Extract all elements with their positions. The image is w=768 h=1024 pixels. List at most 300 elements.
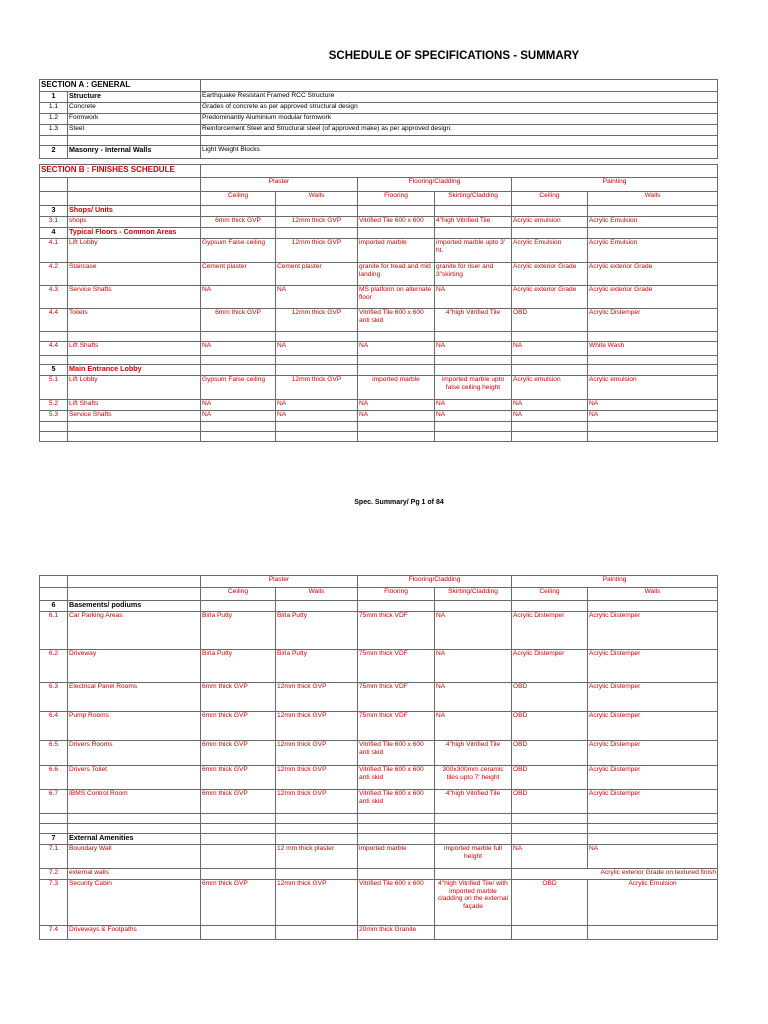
- page-footer: Spec. Summary/ Pg 1 of 84: [354, 499, 444, 506]
- empty-cell: [588, 206, 718, 217]
- table-cell: 6mm thick GVP: [201, 880, 276, 926]
- empty-cell: [358, 824, 435, 834]
- table-cell: Structure: [68, 92, 201, 103]
- blank-row: [40, 824, 718, 834]
- empty-cell: [435, 824, 512, 834]
- table-cell: 1.2: [40, 114, 68, 125]
- empty-cell: [40, 824, 68, 834]
- table-row: [40, 880, 718, 926]
- table-cell: 12mm thick GVP: [276, 683, 358, 712]
- table-cell: NA: [276, 342, 358, 356]
- table-cell: Service Shafts: [68, 286, 201, 309]
- empty-cell: [512, 365, 588, 376]
- table-cell: Boundary Wall: [68, 845, 201, 869]
- table-cell: MS platform on alternate floor: [358, 286, 435, 309]
- table-cell: Vitrified Tile 600 x 600 anti skid: [358, 309, 435, 332]
- empty-cell: [68, 136, 201, 146]
- empty-cell: [276, 356, 358, 365]
- empty-cell: [201, 834, 276, 845]
- table-cell: Acrylic Distemper: [588, 766, 718, 790]
- empty-cell: [358, 206, 435, 217]
- column-group-header: [40, 178, 718, 192]
- table-cell: 75mm thick VDF: [358, 650, 435, 683]
- table-cell: 2: [40, 146, 68, 159]
- table-cell: Ceiling: [201, 588, 276, 601]
- empty-cell: [201, 824, 276, 834]
- empty-cell: [68, 824, 201, 834]
- table-cell: NA: [435, 411, 512, 422]
- empty-cell: [512, 432, 588, 442]
- table-cell: NA: [435, 400, 512, 411]
- table-cell: 6mm thick GVP: [201, 683, 276, 712]
- table-row: [40, 766, 718, 790]
- table-cell: Staircase: [68, 263, 201, 286]
- table-cell: NA: [588, 411, 718, 422]
- table-cell: 12mm thick GVP: [276, 880, 358, 926]
- table-cell: Walls: [588, 192, 718, 206]
- table-cell: Cement plaster: [201, 263, 276, 286]
- table-cell: 6mm thick GVP: [201, 766, 276, 790]
- table-cell: Driveways & Footpaths: [68, 926, 201, 940]
- empty-cell: [512, 228, 588, 239]
- spec-row: [40, 146, 718, 159]
- section-a-header-row: [40, 80, 718, 92]
- table-cell: Acrylic emulsion: [512, 376, 588, 400]
- table-row: [40, 869, 718, 880]
- group-row: [40, 365, 718, 376]
- table-cell: Acrylic Emulsion: [588, 217, 718, 228]
- empty-cell: [68, 192, 201, 206]
- table-cell: Acrylic Distemper: [588, 650, 718, 683]
- table-row: [40, 309, 718, 332]
- table-cell: Acrylic Distemper: [588, 741, 718, 766]
- table-cell: Gypsum False ceiling: [201, 376, 276, 400]
- table-cell: Birla Putty: [276, 612, 358, 650]
- table-cell: 7: [40, 834, 68, 845]
- table-cell: OBD: [512, 880, 588, 926]
- table-cell: 4"high Vitrified Tile: [435, 741, 512, 766]
- table-cell: NA: [435, 342, 512, 356]
- table-row: [40, 650, 718, 683]
- table-cell: 12mm thick GVP: [276, 790, 358, 814]
- empty-cell: [588, 332, 718, 342]
- empty-cell: [588, 814, 718, 824]
- empty-cell: [68, 588, 201, 601]
- table-cell: Cement plaster: [276, 263, 358, 286]
- table-cell: Typical Floors - Common Areas: [68, 228, 201, 239]
- group-row: [40, 601, 718, 612]
- specifications-table-page-1: [39, 79, 718, 442]
- table-cell: 6.1: [40, 612, 68, 650]
- table-row: [40, 217, 718, 228]
- table-cell: NA: [276, 411, 358, 422]
- table-cell: Concrete: [68, 103, 201, 114]
- empty-cell: [435, 206, 512, 217]
- table-cell: Birla Putty: [201, 650, 276, 683]
- table-cell: NA: [435, 683, 512, 712]
- empty-cell: [40, 576, 68, 588]
- empty-cell: [588, 356, 718, 365]
- spec-row: [40, 125, 718, 136]
- table-cell: Predominantly Aluminium modular formwork: [201, 114, 718, 125]
- table-cell: Vitrified Tile 600 x 600 anti skid: [358, 766, 435, 790]
- empty-cell: [276, 432, 358, 442]
- table-cell: 6mm thick GVP: [201, 217, 276, 228]
- empty-cell: [201, 422, 276, 432]
- empty-cell: [512, 834, 588, 845]
- section-b-header-row: [40, 165, 718, 178]
- table-cell: White Wash: [588, 342, 718, 356]
- empty-cell: [201, 601, 276, 612]
- empty-cell: [68, 814, 201, 824]
- empty-cell: [40, 332, 68, 342]
- table-cell: 1: [40, 92, 68, 103]
- table-cell: Ceiling: [512, 588, 588, 601]
- table-cell: 1.3: [40, 125, 68, 136]
- table-cell: Birla Putty: [276, 650, 358, 683]
- empty-cell: [512, 206, 588, 217]
- empty-cell: [435, 422, 512, 432]
- empty-cell: [358, 356, 435, 365]
- table-row: [40, 411, 718, 422]
- blank-row: [40, 814, 718, 824]
- empty-cell: [276, 824, 358, 834]
- table-cell: NA: [276, 400, 358, 411]
- table-cell: 4.2: [40, 263, 68, 286]
- empty-cell: [276, 601, 358, 612]
- table-row: [40, 376, 718, 400]
- table-cell: Acrylic Distemper: [512, 650, 588, 683]
- table-cell: 5.1: [40, 376, 68, 400]
- table-cell: 5: [40, 365, 68, 376]
- empty-cell: [276, 422, 358, 432]
- specifications-table-page-2: [39, 575, 718, 940]
- empty-cell: [201, 926, 276, 940]
- table-cell: NA: [201, 342, 276, 356]
- empty-cell: [201, 332, 276, 342]
- blank-row: [40, 432, 718, 442]
- empty-cell: [40, 192, 68, 206]
- table-cell: 6mm thick GVP: [201, 790, 276, 814]
- empty-cell: [68, 356, 201, 365]
- empty-cell: [358, 422, 435, 432]
- table-cell: Birla Putty: [201, 612, 276, 650]
- table-cell: Gypsum False ceiling: [201, 239, 276, 263]
- table-cell: Basements/ podiums: [68, 601, 201, 612]
- table-cell: OBD: [512, 712, 588, 741]
- table-cell: 4.4: [40, 342, 68, 356]
- table-cell: Painting: [512, 178, 718, 192]
- empty-cell: [201, 356, 276, 365]
- table-cell: 4.1: [40, 239, 68, 263]
- empty-cell: [68, 432, 201, 442]
- table-cell: Acrylic Distemper: [512, 612, 588, 650]
- spec-row: [40, 92, 718, 103]
- empty-cell: [276, 814, 358, 824]
- section-a-title: SECTION A : GENERAL: [40, 80, 201, 92]
- empty-cell: [512, 926, 588, 940]
- table-cell: Acrylic exterior Grade: [588, 263, 718, 286]
- table-cell: Light Weight Blocks: [201, 146, 718, 159]
- table-cell: Main Entrance Lobby: [68, 365, 201, 376]
- table-cell: Security Cabin: [68, 880, 201, 926]
- empty-cell: [435, 365, 512, 376]
- empty-cell: [435, 432, 512, 442]
- empty-cell: [201, 228, 276, 239]
- table-cell: Masonry - Internal Walls: [68, 146, 201, 159]
- empty-cell: [358, 814, 435, 824]
- table-cell: Car Parking Areas: [68, 612, 201, 650]
- empty-cell: [68, 178, 201, 192]
- table-cell: NA: [358, 400, 435, 411]
- table-cell: shops: [68, 217, 201, 228]
- table-cell: imported marble upto 3' ht.: [435, 239, 512, 263]
- table-cell: Acrylic Distemper: [588, 790, 718, 814]
- empty-cell: [40, 814, 68, 824]
- table-cell: 7.2: [40, 869, 68, 880]
- table-cell: 4.3: [40, 286, 68, 309]
- table-cell: NA: [512, 342, 588, 356]
- table-cell: Ceiling: [201, 192, 276, 206]
- empty-cell: [435, 356, 512, 365]
- table-cell: Acrylic Distemper: [588, 612, 718, 650]
- table-cell: 4.4: [40, 309, 68, 332]
- table-row: [40, 683, 718, 712]
- table-cell: 12mm thick GVP: [276, 712, 358, 741]
- table-cell: Vitrified Tile 600 x 600 anti skid: [358, 741, 435, 766]
- table-cell: Skirting/Cladding: [435, 588, 512, 601]
- table-cell: Acrylic Distemper: [588, 712, 718, 741]
- table-cell: Acrylic exterior Grade on textured finish: [512, 869, 718, 880]
- table-cell: 4"high Vitrified Tile: [435, 309, 512, 332]
- table-cell: Walls: [276, 588, 358, 601]
- document-title: SCHEDULE OF SPECIFICATIONS - SUMMARY: [328, 50, 580, 62]
- empty-cell: [201, 165, 718, 178]
- table-cell: Acrylic exterior Grade: [588, 286, 718, 309]
- table-cell: 75mm thick VDF: [358, 612, 435, 650]
- table-cell: Reinforcement Steel and Structural steel (of approved make) as per approved design.: [201, 125, 718, 136]
- empty-cell: [68, 576, 201, 588]
- group-row: [40, 834, 718, 845]
- table-row: [40, 342, 718, 356]
- table-row: [40, 790, 718, 814]
- empty-cell: [276, 834, 358, 845]
- empty-cell: [358, 834, 435, 845]
- table-cell: granite for riser and 3"skirting: [435, 263, 512, 286]
- table-cell: Flooring/Cladding: [358, 576, 512, 588]
- table-cell: 3: [40, 206, 68, 217]
- empty-cell: [435, 926, 512, 940]
- table-cell: 6mm thick GVP: [201, 309, 276, 332]
- empty-cell: [40, 136, 68, 146]
- empty-cell: [512, 814, 588, 824]
- table-cell: 7.4: [40, 926, 68, 940]
- table-row: [40, 712, 718, 741]
- blank-row: [40, 356, 718, 365]
- empty-cell: [40, 588, 68, 601]
- table-cell: imported marble upto false ceiling height: [435, 376, 512, 400]
- empty-cell: [358, 601, 435, 612]
- group-row: [40, 206, 718, 217]
- table-cell: IBMS Control Room: [68, 790, 201, 814]
- empty-cell: [588, 824, 718, 834]
- table-cell: Ceiling: [512, 192, 588, 206]
- table-cell: NA: [512, 411, 588, 422]
- empty-cell: [40, 356, 68, 365]
- empty-cell: [276, 869, 358, 880]
- table-cell: 12mm thick GVP: [276, 309, 358, 332]
- table-cell: Earthquake Resistant Framed RCC Structure: [201, 92, 718, 103]
- table-cell: imported marble full height: [435, 845, 512, 869]
- table-cell: NA: [435, 612, 512, 650]
- table-cell: granite for tread and mid landing: [358, 263, 435, 286]
- table-cell: 3.1: [40, 217, 68, 228]
- table-cell: NA: [435, 712, 512, 741]
- empty-cell: [358, 228, 435, 239]
- table-cell: 5.3: [40, 411, 68, 422]
- table-row: [40, 845, 718, 869]
- table-cell: Lift Shafts: [68, 400, 201, 411]
- empty-cell: [201, 814, 276, 824]
- empty-cell: [201, 136, 718, 146]
- empty-cell: [588, 228, 718, 239]
- table-cell: OBD: [512, 766, 588, 790]
- table-cell: Vitrified Tile 600 x 600 anti skid: [358, 790, 435, 814]
- table-cell: Acrylic emulsion: [588, 376, 718, 400]
- table-cell: 5.2: [40, 400, 68, 411]
- empty-cell: [588, 601, 718, 612]
- table-cell: 6.2: [40, 650, 68, 683]
- empty-cell: [40, 422, 68, 432]
- table-cell: OBD: [512, 683, 588, 712]
- empty-cell: [68, 332, 201, 342]
- table-cell: Acrylic Distemper: [588, 683, 718, 712]
- table-cell: 6mm thick GVP: [201, 741, 276, 766]
- table-cell: Plaster: [201, 576, 358, 588]
- table-cell: Toilets: [68, 309, 201, 332]
- blank-row: [40, 332, 718, 342]
- table-cell: Grades of concrete as per approved structural design: [201, 103, 718, 114]
- table-cell: Acrylic exterior Grade: [512, 263, 588, 286]
- column-header: [40, 192, 718, 206]
- table-cell: imported marble: [358, 239, 435, 263]
- table-cell: 75mm thick VDF: [358, 683, 435, 712]
- empty-cell: [276, 926, 358, 940]
- table-row: [40, 263, 718, 286]
- table-cell: Driveway: [68, 650, 201, 683]
- table-cell: 75mm thick VDF: [358, 712, 435, 741]
- empty-cell: [358, 869, 435, 880]
- table-cell: Shops/ Units: [68, 206, 201, 217]
- table-cell: Walls: [276, 192, 358, 206]
- table-cell: Acrylic emulsion: [512, 217, 588, 228]
- table-row: [40, 286, 718, 309]
- empty-cell: [588, 834, 718, 845]
- table-cell: Drivers Toilet: [68, 766, 201, 790]
- table-cell: Plaster: [201, 178, 358, 192]
- empty-cell: [276, 206, 358, 217]
- group-row: [40, 228, 718, 239]
- table-cell: imported marble: [358, 845, 435, 869]
- table-cell: 6.5: [40, 741, 68, 766]
- table-cell: Acrylic Emulsion: [588, 880, 718, 926]
- table-cell: NA: [512, 400, 588, 411]
- table-cell: Skirting/Cladding: [435, 192, 512, 206]
- table-cell: Walls: [588, 588, 718, 601]
- empty-cell: [588, 422, 718, 432]
- empty-cell: [435, 601, 512, 612]
- empty-cell: [201, 206, 276, 217]
- table-cell: 6: [40, 601, 68, 612]
- table-cell: 7.3: [40, 880, 68, 926]
- empty-cell: [358, 432, 435, 442]
- column-header: [40, 588, 718, 601]
- table-cell: [201, 845, 276, 869]
- empty-cell: [512, 824, 588, 834]
- empty-cell: [512, 422, 588, 432]
- table-cell: Formwork: [68, 114, 201, 125]
- empty-cell: [276, 332, 358, 342]
- table-cell: 6.4: [40, 712, 68, 741]
- table-cell: NA: [358, 411, 435, 422]
- empty-cell: [435, 228, 512, 239]
- table-cell: imported marble: [358, 376, 435, 400]
- empty-cell: [588, 926, 718, 940]
- table-cell: Lift Lobby: [68, 376, 201, 400]
- table-cell: Drivers Rooms: [68, 741, 201, 766]
- table-cell: 12mm thick GVP: [276, 766, 358, 790]
- table-cell: NA: [588, 400, 718, 411]
- empty-cell: [512, 601, 588, 612]
- table-cell: Acrylic exterior Grade: [512, 286, 588, 309]
- empty-cell: [40, 432, 68, 442]
- table-cell: 4"high Vitrified Tile: [435, 790, 512, 814]
- column-group-header: [40, 576, 718, 588]
- table-cell: OBD: [512, 790, 588, 814]
- table-row: [40, 926, 718, 940]
- empty-cell: [358, 332, 435, 342]
- table-cell: Pump Rooms: [68, 712, 201, 741]
- table-cell: Electrical Panel Rooms: [68, 683, 201, 712]
- table-cell: Lift Lobby: [68, 239, 201, 263]
- table-cell: NA: [512, 845, 588, 869]
- table-cell: Flooring: [358, 588, 435, 601]
- empty-cell: [435, 332, 512, 342]
- table-cell: Flooring: [358, 192, 435, 206]
- table-cell: 6mm thick GVP: [201, 712, 276, 741]
- table-row: [40, 400, 718, 411]
- table-cell: Vitrified Tile 600 x 600: [358, 217, 435, 228]
- empty-cell: [588, 432, 718, 442]
- table-cell: 6.7: [40, 790, 68, 814]
- table-cell: Acrylic Emulsion: [588, 239, 718, 263]
- empty-cell: [588, 365, 718, 376]
- table-cell: 12mm thick GVP: [276, 741, 358, 766]
- table-cell: 12mm thick GVP: [276, 239, 358, 263]
- table-cell: 12mm thick GVP: [276, 376, 358, 400]
- table-cell: 6.3: [40, 683, 68, 712]
- table-cell: NA: [435, 286, 512, 309]
- table-row: [40, 612, 718, 650]
- table-cell: 4: [40, 228, 68, 239]
- table-cell: NA: [435, 650, 512, 683]
- table-cell: Painting: [512, 576, 718, 588]
- empty-cell: [201, 365, 276, 376]
- table-cell: OBD: [512, 741, 588, 766]
- table-cell: Steel: [68, 125, 201, 136]
- table-row: [40, 741, 718, 766]
- empty-cell: [201, 80, 718, 92]
